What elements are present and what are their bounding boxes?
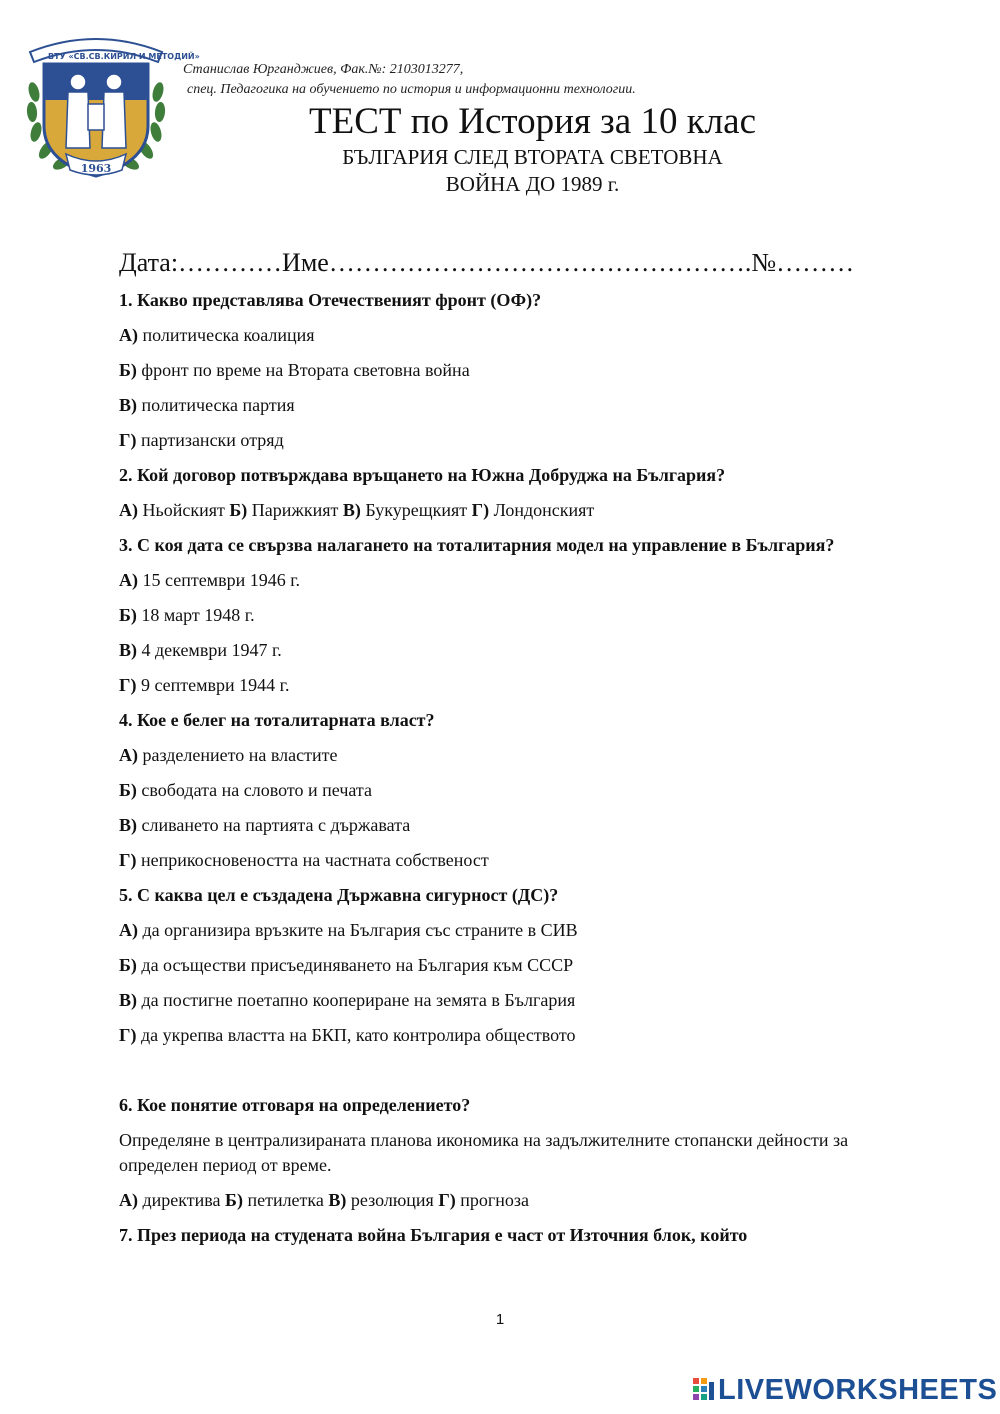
title-block [260,100,805,198]
number-label: № [751,248,777,277]
q4-option-a[interactable] [119,743,899,768]
option-text: свободата на словото и печата [141,780,372,800]
option-text: Букурещкият [365,500,468,520]
option-letter: Г) [119,430,137,450]
author-info [183,60,636,100]
page-number: 1 [495,1311,505,1328]
liveworksheets-logo-icon [693,1378,715,1402]
option-text: партизански отряд [140,430,284,450]
q3-option-b[interactable] [119,603,899,628]
option-letter: А) [119,920,138,940]
logo-year: 1963 [80,162,112,175]
option-text: сливането на партията с държавата [141,815,411,835]
option-letter: Г) [438,1190,456,1210]
q5-option-a[interactable] [119,918,899,943]
q5-option-c[interactable] [119,988,899,1013]
worksheet-body [119,246,899,1258]
option-letter: В) [328,1190,347,1210]
q6-option-d[interactable] [438,1190,529,1210]
header-fields [119,246,899,280]
option-text: политическа партия [141,395,295,415]
author-specialty-line: спец. Педагогика на обучението по история и информационни технологии. [187,82,636,97]
option-letter: А) [119,570,138,590]
name-field[interactable]: …………………………………………. [328,248,752,277]
option-text: петилетка [247,1190,324,1210]
q2-options [119,498,899,523]
option-letter: Г) [471,500,490,520]
option-text: политическа коалиция [142,325,315,345]
option-text: 15 септември 1946 г. [142,570,301,590]
q1-option-c[interactable] [119,393,899,418]
question-2: 2. Кой договор потвърждава връщането на Южна Добруджа на България? [119,465,726,485]
option-letter: Б) [229,500,248,520]
date-label: Дата: [119,248,179,277]
option-letter: В) [119,990,137,1010]
option-text: неприкосновеността на частната собственост [140,850,489,870]
question-6: 6. Кое понятие отговаря на определението? [119,1095,471,1115]
option-text: разделението на властите [142,745,338,765]
q6-option-c[interactable] [328,1190,433,1210]
option-text: 9 септември 1944 г. [140,675,290,695]
option-text: да укрепва властта на БКП, като контролира обществото [140,1025,576,1045]
q3-option-c[interactable] [119,638,899,663]
q2-option-a[interactable] [119,500,225,520]
option-letter: Г) [119,675,137,695]
option-text: да постигне поетапно коопериране на земята в България [141,990,576,1010]
option-letter: Г) [119,1025,137,1045]
q5-option-b[interactable] [119,953,899,978]
question-3: 3. С коя дата се свързва налагането на тоталитарния модел на управление в България? [119,535,835,555]
q6-definition: Определяне в централизираната планова икономика на задължителните стопански дейности за определен период от време. [119,1130,849,1175]
subtitle-line-2: ВОЙНА ДО 1989 г. [445,172,620,196]
option-letter: А) [119,745,138,765]
q2-option-d[interactable] [472,500,595,520]
logo-arc-text: ВТУ «СВ.СВ.КИРИЛ И МЕТОДИЙ» [48,52,200,61]
subtitle-line-1: БЪЛГАРИЯ СЛЕД ВТОРАТА СВЕТОВНА [342,145,723,169]
author-name-line: Станислав Юрганджиев, Фак.№: 2103013277, [183,62,464,77]
q6-option-b[interactable] [225,1190,324,1210]
option-letter: Б) [119,955,137,975]
q4-option-b[interactable] [119,778,899,803]
option-text: да осъществи присъединяването на България към СССР [141,955,574,975]
question-1: 1. Какво представлява Отечественият фронт (ОФ)? [119,290,542,310]
option-text: 4 декември 1947 г. [141,640,282,660]
option-text: 18 март 1948 г. [141,605,255,625]
q2-option-b[interactable] [229,500,338,520]
option-text: да организира връзките на България със страните в СИВ [142,920,578,940]
spacer [119,1058,899,1093]
option-letter: В) [119,395,137,415]
option-text: Ньойският [142,500,225,520]
q3-option-d[interactable] [119,673,899,698]
option-text: прогноза [460,1190,530,1210]
option-letter: Б) [119,360,137,380]
q3-option-a[interactable] [119,568,899,593]
option-letter: А) [119,1190,138,1210]
option-letter: В) [119,640,137,660]
q6-options [119,1188,899,1213]
option-text: Парижкият [251,500,339,520]
question-4: 4. Кое е белег на тоталитарната власт? [119,710,435,730]
name-label: Име [282,248,329,277]
page-title: ТЕСТ по История за 10 клас [309,101,756,142]
option-letter: Г) [119,850,137,870]
q6-option-a[interactable] [119,1190,221,1210]
number-field[interactable]: ……… [776,248,855,277]
q1-option-d[interactable] [119,428,899,453]
option-text: резолюция [350,1190,434,1210]
university-logo [22,30,200,180]
liveworksheets-wordmark: LIVEWORKSHEETS [718,1373,998,1406]
q1-option-b[interactable] [119,358,899,383]
question-5: 5. С каква цел е създадена Държавна сигурност (ДС)? [119,885,559,905]
option-letter: Б) [225,1190,243,1210]
option-letter: В) [342,500,361,520]
q5-option-d[interactable] [119,1023,899,1048]
option-letter: А) [119,325,138,345]
option-text: Лондонският [493,500,595,520]
option-letter: А) [119,500,138,520]
option-letter: В) [119,815,137,835]
option-letter: Б) [119,605,137,625]
liveworksheets-brand[interactable] [693,1373,998,1406]
date-field[interactable]: ………… [178,248,283,277]
option-text: директива [142,1190,221,1210]
option-letter: Б) [119,780,137,800]
q4-option-d[interactable] [119,848,899,873]
option-text: фронт по време на Втората световна война [141,360,470,380]
q2-option-c[interactable] [343,500,467,520]
q1-option-a[interactable] [119,323,899,348]
question-7: 7. През периода на студената война България е част от Източния блок, който [119,1225,748,1245]
q4-option-c[interactable] [119,813,899,838]
